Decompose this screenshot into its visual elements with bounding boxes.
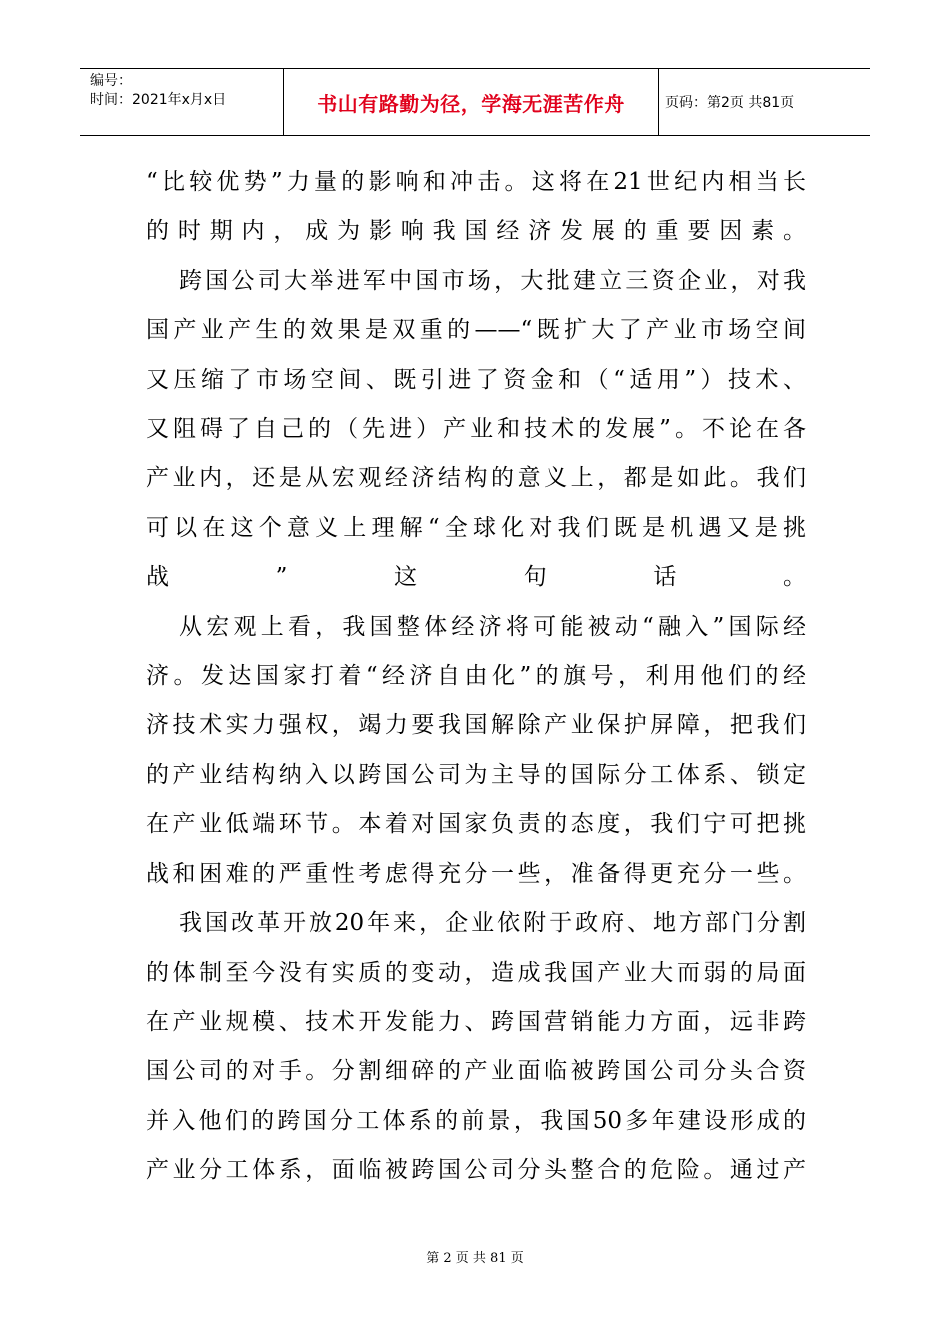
paragraph [146,257,806,603]
text-line: 战和困难的严重性考虑得充分一些，准备得更充分一些。 [146,860,806,887]
text-line: 济。发达国家打着“经济自由化”的旗号，利用他们的经 [146,663,806,690]
header-meta-cell [80,69,284,135]
text-line: 又阻碍了自己的（先进）产业和技术的发展”。不论在各 [146,416,806,443]
document-number-label: 编号： [90,73,132,89]
text-line: 国产业产生的效果是双重的——“既扩大了产业市场空间 [146,317,806,344]
text-line: 跨国公司大举进军中国市场，大批建立三资企业，对我 [179,267,806,294]
text-line: 并入他们的跨国分工体系的前景，我国50多年建设形成的 [146,1107,806,1134]
page-footer: 第 2 页 共 81 页 [426,1251,524,1266]
text-line: 国公司的对手。分割细碎的产业面临被跨国公司分头合资 [146,1058,806,1085]
document-date-label: 时间：2021年x月x日 [90,92,227,108]
text-line: 我国改革开放20年来，企业依附于政府、地方部门分割 [179,910,806,937]
text-line: 的体制至今没有实质的变动，造成我国产业大而弱的局面 [146,959,806,986]
text-line: 的产业结构纳入以跨国公司为主导的国际分工体系、锁定 [146,761,806,788]
paragraph [146,603,806,899]
header-page-label: 页码：第2页 共81页 [665,95,795,111]
text-line: 可以在这个意义上理解“全球化对我们既是机遇又是挑 [146,514,806,541]
paragraph [146,899,806,1195]
document-body [146,158,806,1196]
text-line: 战”这句话。 [146,564,806,591]
document-header [80,68,870,136]
text-line: 的时期内，成为影响我国经济发展的重要因素。 [146,218,806,245]
text-line: 在产业规模、技术开发能力、跨国营销能力方面，远非跨 [146,1008,806,1035]
text-line: 济技术实力强权，竭力要我国解除产业保护屏障，把我们 [146,712,806,739]
text-line: 从宏观上看，我国整体经济将可能被动“融入”国际经 [179,613,806,640]
text-line: 产业分工体系，面临被跨国公司分头整合的危险。通过产 [146,1157,806,1184]
text-line: 又压缩了市场空间、既引进了资金和（“适用”）技术、 [146,366,806,393]
header-motto: 书山有路勤为径，学海无涯苦作舟 [284,69,659,135]
text-line: 产业内，还是从宏观经济结构的意义上，都是如此。我们 [146,465,806,492]
text-line: 在产业低端环节。本着对国家负责的态度，我们宁可把挑 [146,811,806,838]
text-line: “比较优势”力量的影响和冲击。这将在21世纪内相当长 [146,169,806,195]
paragraph [146,158,806,257]
